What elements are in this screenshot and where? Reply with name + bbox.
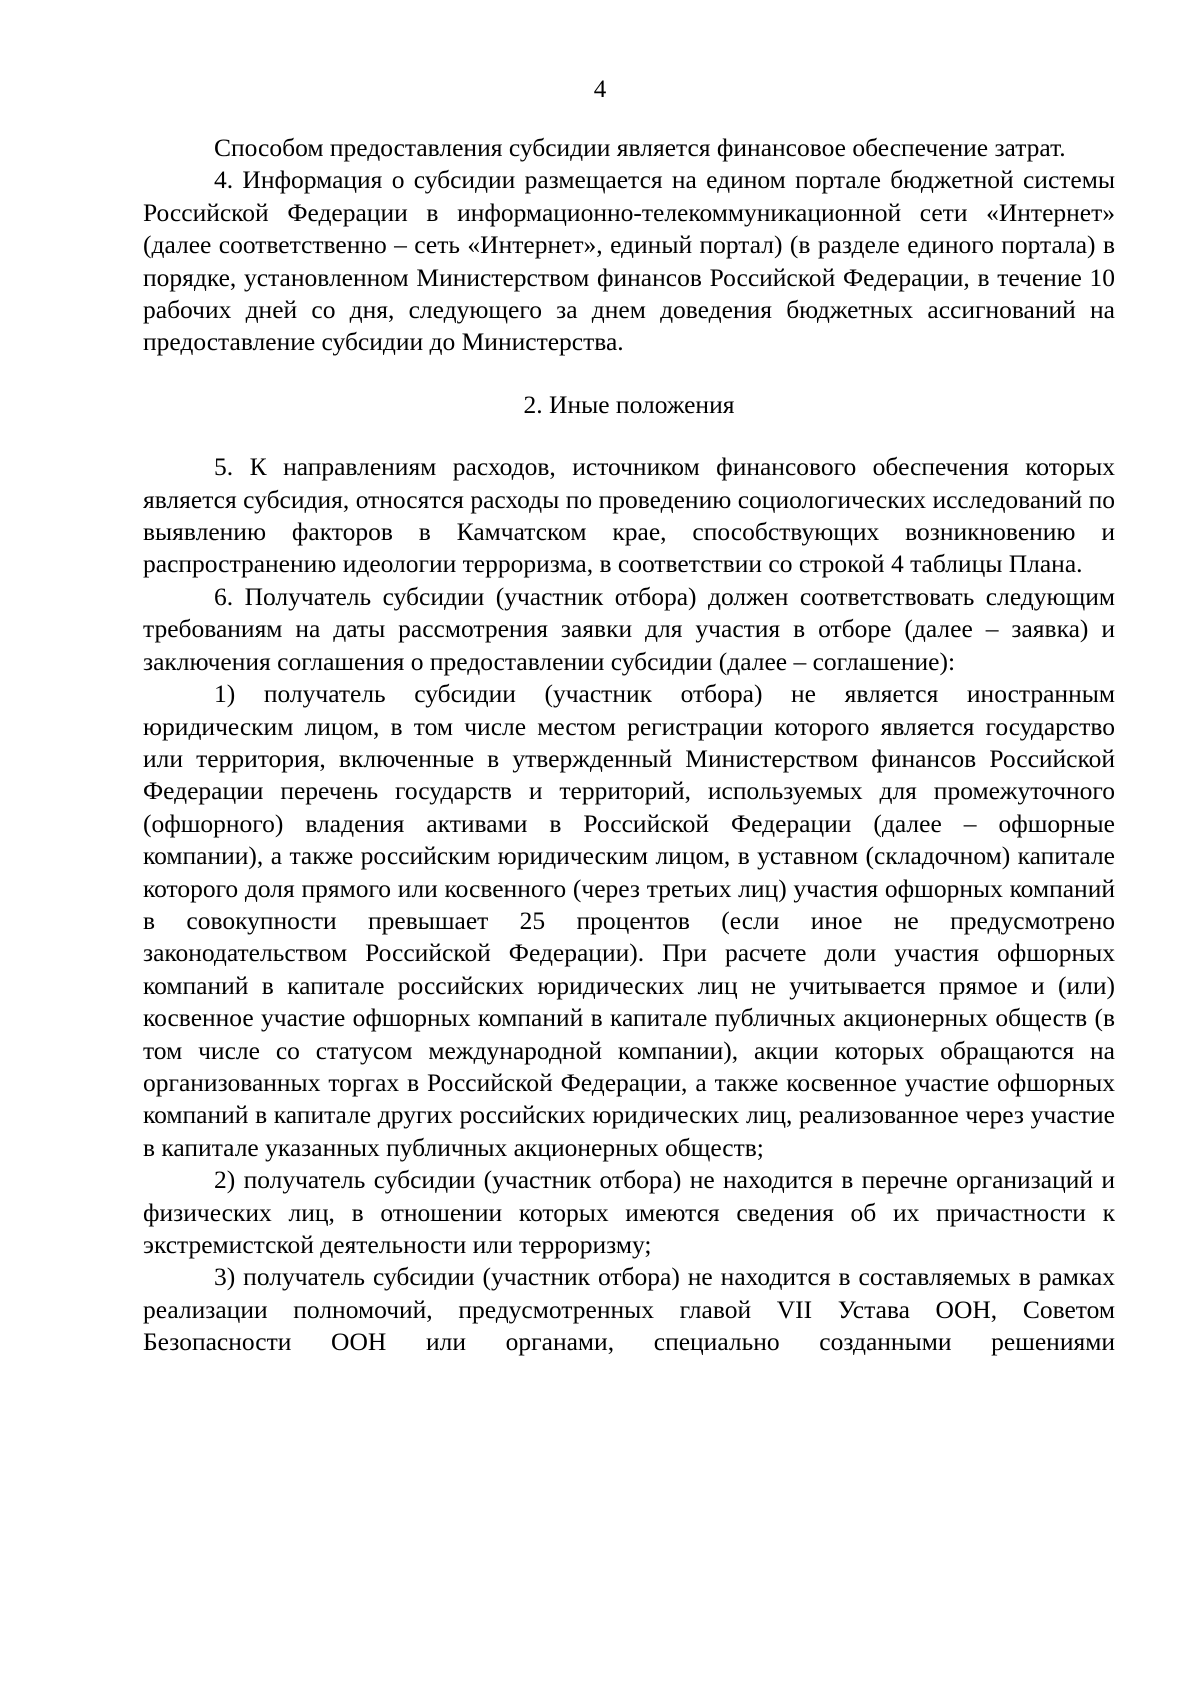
page-number: 4 bbox=[593, 76, 607, 103]
paragraph-4: 4. Информация о субсидии размещается на едином портале бюджетной системы Российской Федерации в информационно-телекоммуникационной сети «Интернет» (далее соответственно – сеть «Интернет», единый портал) (в разделе единого портала) в порядке, установленном Министерством финансов Российской Федерации, в течение 10 рабочих дней со дня, следующего за днем доведения бюджетных ассигнований на предоставление субсидии до Министерства. bbox=[143, 165, 1115, 357]
list-item-3: 3) получатель субсидии (участник отбора) не находится в составляемых в рамках реализации полномочий, предусмотренных главой VII Устава ООН, Советом Безопасности ООН или органами, специально созданными решениями bbox=[143, 1262, 1115, 1357]
list-item-2: 2) получатель субсидии (участник отбора) не находится в перечне организаций и физических лиц, в отношении которых имеются сведения об их причастности к экстремистской деятельности или терроризму; bbox=[143, 1165, 1115, 1259]
list-item-1: 1) получатель субсидии (участник отбора) не является иностранным юридическим лицом, в том числе местом регистрации которого является государство или территория, включенные в утвержденный Министерством финансов Российской Федерации перечень государств и территорий, используемых для промежуточного (офшорного) владения активами в Российской Федерации (далее – офшорные компании), а также российским юридическим лицом, в уставном (складочном) капитале которого доля прямого или косвенного (через третьих лиц) участия офшорных компаний в совокупности превышает 25 процентов (если иное не предусмотрено законодательством Российской Федерации). При расчете доли участия офшорных компаний в капитале российских юридических лиц не учитывается прямое и (или) косвенное участие офшорных компаний в капитале публичных акционерных обществ (в том числе со статусом международной компании), акции которых обращаются на организованных торгах в Российской Федерации, а также косвенное участие офшорных компаний в капитале других российских юридических лиц, реализованное через участие в капитале указанных публичных акционерных обществ; bbox=[143, 679, 1115, 1162]
section-heading: 2. Иные положения bbox=[523, 389, 735, 419]
document-body bbox=[143, 132, 1115, 1359]
paragraph-method: Способом предоставления субсидии является финансовое обеспечение затрат. bbox=[214, 133, 1066, 162]
paragraph-6: 6. Получатель субсидии (участник отбора) должен соответствовать следующим требованиям на даты рассмотрения заявки для участия в отборе (далее – заявка) и заключения соглашения о предоставлении субсидии (далее – соглашение): bbox=[143, 581, 1115, 676]
paragraph-5: 5. К направлениям расходов, источником финансового обеспечения которых является субсидия, относятся расходы по проведению социологических исследований по выявлению факторов в Камчатском крае, способствующих возникновению и распространению идеологии терроризма, в соответствии со строкой 4 таблицы Плана. bbox=[143, 452, 1115, 579]
